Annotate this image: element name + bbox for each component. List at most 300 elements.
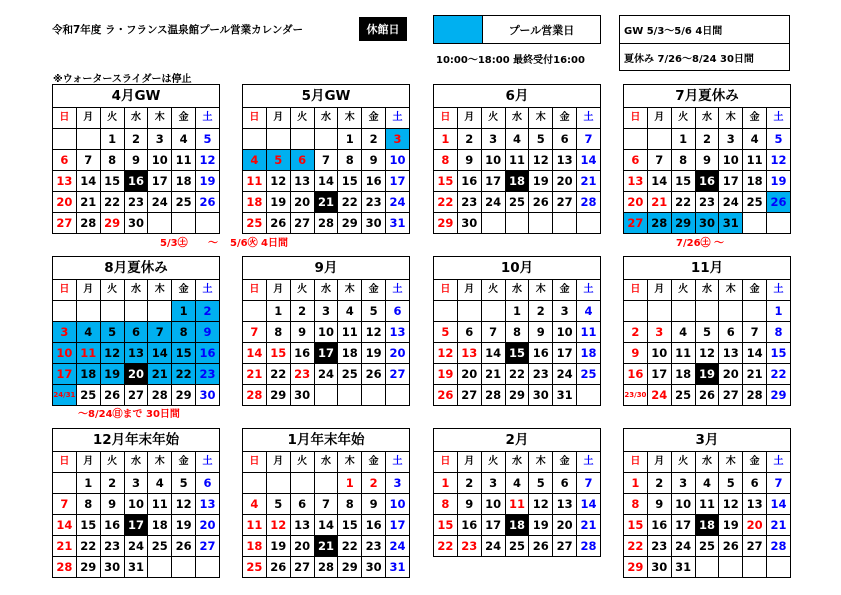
day-cell: 23: [457, 192, 481, 213]
weekday-header: 木: [529, 108, 553, 129]
weekday-header: 金: [553, 452, 577, 473]
weekday-header: 木: [148, 108, 172, 129]
day-cell: 18: [172, 171, 196, 192]
day-cell: 2: [624, 322, 648, 343]
weekday-header: 木: [338, 280, 362, 301]
day-cell: 25: [577, 364, 601, 385]
day-cell: 18: [577, 343, 601, 364]
day-cell: 17: [553, 343, 577, 364]
day-cell: [719, 301, 743, 322]
weekday-header: 木: [719, 108, 743, 129]
day-cell: [53, 129, 77, 150]
weekday-header: 金: [362, 108, 386, 129]
weekday-header: 火: [481, 452, 505, 473]
day-cell: [172, 557, 196, 578]
day-cell: 14: [243, 343, 267, 364]
day-cell: 19: [529, 171, 553, 192]
day-cell: 29: [624, 557, 648, 578]
day-cell: 15: [767, 343, 791, 364]
day-cell: 15: [505, 343, 529, 364]
day-cell: 29: [100, 213, 124, 234]
day-cell: [314, 385, 338, 406]
day-cell: 10: [386, 150, 410, 171]
day-cell: 4: [743, 129, 767, 150]
weekday-header: 日: [53, 280, 77, 301]
weekday-header: 月: [457, 280, 481, 301]
month-calendar: [433, 256, 601, 406]
weekday-header: 土: [577, 452, 601, 473]
day-cell: 6: [196, 473, 220, 494]
day-cell: 30: [695, 213, 719, 234]
day-cell: 5: [172, 473, 196, 494]
day-cell: 12: [100, 343, 124, 364]
day-cell: [243, 129, 267, 150]
day-cell: 17: [386, 515, 410, 536]
day-cell: 21: [148, 364, 172, 385]
day-cell: [148, 213, 172, 234]
day-cell: 23/30: [624, 385, 648, 406]
day-cell: 25: [172, 192, 196, 213]
day-cell: 20: [624, 192, 648, 213]
day-cell: [624, 129, 648, 150]
day-cell: 6: [290, 150, 314, 171]
weekday-header: 土: [767, 280, 791, 301]
weekday-header: 金: [172, 452, 196, 473]
weekday-header: 木: [148, 452, 172, 473]
weekday-header: 木: [338, 108, 362, 129]
weekday-header: 日: [624, 108, 648, 129]
day-cell: 23: [100, 536, 124, 557]
weekday-header: 月: [266, 108, 290, 129]
day-cell: 8: [434, 150, 458, 171]
day-cell: 17: [314, 343, 338, 364]
day-cell: 13: [743, 494, 767, 515]
month-title: 10月: [434, 257, 601, 280]
day-cell: 8: [172, 322, 196, 343]
day-cell: 1: [767, 301, 791, 322]
day-cell: [481, 301, 505, 322]
day-cell: 11: [505, 494, 529, 515]
day-cell: 7: [53, 494, 77, 515]
month-calendar: [242, 256, 410, 406]
day-cell: 7: [243, 322, 267, 343]
day-cell: 28: [767, 536, 791, 557]
day-cell: 17: [671, 515, 695, 536]
day-cell: 19: [434, 364, 458, 385]
day-cell: 18: [243, 536, 267, 557]
day-cell: 13: [624, 171, 648, 192]
day-cell: 13: [124, 343, 148, 364]
day-cell: 22: [434, 536, 458, 557]
day-cell: 21: [577, 515, 601, 536]
day-cell: 15: [100, 171, 124, 192]
day-cell: 16: [457, 515, 481, 536]
day-cell: 16: [362, 515, 386, 536]
month-title: 3月: [624, 429, 791, 452]
day-cell: 18: [338, 343, 362, 364]
weekday-header: 土: [767, 452, 791, 473]
day-cell: 27: [196, 536, 220, 557]
day-cell: 12: [172, 494, 196, 515]
day-cell: 17: [148, 171, 172, 192]
day-cell: 31: [671, 557, 695, 578]
day-cell: 9: [196, 322, 220, 343]
weekday-header: 金: [743, 280, 767, 301]
day-cell: [671, 301, 695, 322]
day-cell: 7: [743, 322, 767, 343]
pool-legend-label: プール営業日: [508, 23, 575, 37]
pool-day-legend: [433, 15, 601, 44]
gw-tilde-note: ～: [208, 238, 218, 249]
day-cell: 10: [647, 343, 671, 364]
day-cell: 1: [338, 473, 362, 494]
day-cell: 29: [266, 385, 290, 406]
day-cell: 27: [290, 557, 314, 578]
day-cell: [266, 473, 290, 494]
day-cell: 14: [76, 171, 100, 192]
day-cell: 4: [76, 322, 100, 343]
day-cell: 18: [76, 364, 100, 385]
day-cell: 29: [767, 385, 791, 406]
day-cell: 30: [362, 557, 386, 578]
day-cell: [767, 557, 791, 578]
day-cell: 10: [553, 322, 577, 343]
weekday-header: 土: [196, 452, 220, 473]
day-cell: 25: [243, 557, 267, 578]
weekday-header: 水: [695, 452, 719, 473]
day-cell: 24: [481, 536, 505, 557]
day-cell: 22: [266, 364, 290, 385]
day-cell: [529, 213, 553, 234]
day-cell: 21: [314, 536, 338, 557]
day-cell: 13: [457, 343, 481, 364]
day-cell: 8: [76, 494, 100, 515]
day-cell: 11: [148, 494, 172, 515]
day-cell: 13: [290, 515, 314, 536]
day-cell: 19: [695, 364, 719, 385]
day-cell: 8: [767, 322, 791, 343]
day-cell: 1: [338, 129, 362, 150]
day-cell: 28: [577, 192, 601, 213]
day-cell: 12: [719, 494, 743, 515]
day-cell: 4: [695, 473, 719, 494]
weekday-header: 金: [172, 108, 196, 129]
day-cell: 10: [386, 494, 410, 515]
day-cell: 16: [457, 171, 481, 192]
day-cell: 5: [196, 129, 220, 150]
day-cell: 3: [386, 129, 410, 150]
day-cell: 26: [529, 536, 553, 557]
day-cell: 13: [53, 171, 77, 192]
day-cell: 17: [124, 515, 148, 536]
day-cell: 6: [743, 473, 767, 494]
day-cell: 17: [481, 171, 505, 192]
day-cell: 12: [362, 322, 386, 343]
day-cell: [767, 213, 791, 234]
day-cell: 13: [719, 343, 743, 364]
weekday-header: 日: [243, 108, 267, 129]
day-cell: 11: [671, 343, 695, 364]
day-cell: 12: [529, 494, 553, 515]
day-cell: 13: [553, 150, 577, 171]
day-cell: 7: [577, 473, 601, 494]
day-cell: 2: [290, 301, 314, 322]
day-cell: 14: [53, 515, 77, 536]
day-cell: 3: [314, 301, 338, 322]
day-cell: 31: [386, 557, 410, 578]
day-cell: 9: [647, 494, 671, 515]
day-cell: [243, 473, 267, 494]
day-cell: 22: [338, 192, 362, 213]
month-calendar: [623, 84, 791, 234]
day-cell: 3: [386, 473, 410, 494]
day-cell: 31: [124, 557, 148, 578]
day-cell: 9: [290, 322, 314, 343]
page-title: 令和7年度 ラ・フランス温泉館プール営業カレンダー: [52, 24, 303, 36]
day-cell: 16: [695, 171, 719, 192]
day-cell: 6: [457, 322, 481, 343]
day-cell: [647, 301, 671, 322]
day-cell: 25: [671, 385, 695, 406]
day-cell: 30: [290, 385, 314, 406]
day-cell: [743, 213, 767, 234]
day-cell: 14: [148, 343, 172, 364]
weekday-header: 月: [647, 108, 671, 129]
day-cell: 7: [577, 129, 601, 150]
day-cell: [148, 557, 172, 578]
day-cell: 23: [695, 192, 719, 213]
day-cell: [124, 301, 148, 322]
weekday-header: 日: [53, 452, 77, 473]
day-cell: 29: [76, 557, 100, 578]
day-cell: 1: [505, 301, 529, 322]
day-cell: [53, 473, 77, 494]
day-cell: 5: [695, 322, 719, 343]
day-cell: [314, 473, 338, 494]
day-cell: 30: [457, 213, 481, 234]
day-cell: 20: [553, 515, 577, 536]
day-cell: 11: [172, 150, 196, 171]
day-cell: 11: [338, 322, 362, 343]
day-cell: 9: [457, 150, 481, 171]
day-cell: 10: [671, 494, 695, 515]
day-cell: 11: [695, 494, 719, 515]
day-cell: 13: [386, 322, 410, 343]
day-cell: 25: [505, 192, 529, 213]
day-cell: 20: [457, 364, 481, 385]
day-cell: 6: [386, 301, 410, 322]
weekday-header: 木: [529, 452, 553, 473]
day-cell: 1: [434, 129, 458, 150]
day-cell: 2: [362, 473, 386, 494]
day-cell: [266, 129, 290, 150]
day-cell: 24: [481, 192, 505, 213]
day-cell: 3: [481, 129, 505, 150]
day-cell: 4: [243, 494, 267, 515]
day-cell: 12: [695, 343, 719, 364]
weekday-header: 土: [577, 108, 601, 129]
month-calendar: [242, 84, 410, 234]
day-cell: 30: [647, 557, 671, 578]
weekday-header: 火: [481, 280, 505, 301]
day-cell: 29: [434, 213, 458, 234]
day-cell: 26: [719, 536, 743, 557]
day-cell: 19: [196, 171, 220, 192]
day-cell: 10: [53, 343, 77, 364]
day-cell: 20: [290, 536, 314, 557]
day-cell: 24: [719, 192, 743, 213]
day-cell: 26: [196, 192, 220, 213]
weekday-header: 金: [362, 280, 386, 301]
day-cell: 29: [172, 385, 196, 406]
day-cell: 22: [100, 192, 124, 213]
gw-period: GW 5/3～5/6 4日間: [620, 16, 789, 44]
day-cell: 16: [100, 515, 124, 536]
day-cell: 7: [647, 150, 671, 171]
day-cell: 14: [767, 494, 791, 515]
day-cell: 9: [695, 150, 719, 171]
day-cell: [743, 301, 767, 322]
day-cell: 3: [481, 473, 505, 494]
weekday-header: 火: [671, 108, 695, 129]
day-cell: 3: [553, 301, 577, 322]
month-title: 7月夏休み: [624, 85, 791, 108]
weekday-header: 金: [172, 280, 196, 301]
day-cell: [695, 557, 719, 578]
weekday-header: 火: [481, 108, 505, 129]
day-cell: 21: [577, 171, 601, 192]
day-cell: 22: [767, 364, 791, 385]
weekday-header: 水: [505, 452, 529, 473]
weekday-header: 水: [505, 108, 529, 129]
day-cell: 22: [338, 536, 362, 557]
day-cell: 23: [290, 364, 314, 385]
weekday-header: 日: [624, 280, 648, 301]
day-cell: 10: [481, 494, 505, 515]
weekday-header: 火: [671, 452, 695, 473]
month-calendar: [52, 428, 220, 578]
day-cell: 30: [196, 385, 220, 406]
day-cell: 9: [124, 150, 148, 171]
day-cell: 29: [338, 557, 362, 578]
day-cell: 18: [505, 515, 529, 536]
day-cell: 8: [338, 150, 362, 171]
month-title: 8月夏休み: [53, 257, 220, 280]
day-cell: 8: [266, 322, 290, 343]
day-cell: 1: [434, 473, 458, 494]
weekday-header: 月: [76, 452, 100, 473]
day-cell: 12: [196, 150, 220, 171]
day-cell: 19: [266, 192, 290, 213]
day-cell: 2: [529, 301, 553, 322]
day-cell: 25: [148, 536, 172, 557]
weekday-header: 金: [743, 108, 767, 129]
weekday-header: 日: [243, 452, 267, 473]
day-cell: 2: [457, 473, 481, 494]
day-cell: 21: [76, 192, 100, 213]
month-calendar: [52, 84, 220, 234]
day-cell: 13: [196, 494, 220, 515]
day-cell: 4: [338, 301, 362, 322]
day-cell: 4: [577, 301, 601, 322]
day-cell: 20: [719, 364, 743, 385]
day-cell: 5: [767, 129, 791, 150]
day-cell: 22: [505, 364, 529, 385]
day-cell: 24: [148, 192, 172, 213]
day-cell: 27: [553, 536, 577, 557]
weekday-header: 月: [647, 452, 671, 473]
day-cell: 23: [647, 536, 671, 557]
weekday-header: 木: [719, 452, 743, 473]
closed-day-legend: 休館日: [359, 17, 407, 41]
day-cell: 13: [290, 171, 314, 192]
day-cell: 20: [196, 515, 220, 536]
day-cell: 17: [647, 364, 671, 385]
day-cell: 27: [53, 213, 77, 234]
day-cell: 10: [314, 322, 338, 343]
day-cell: 27: [553, 192, 577, 213]
day-cell: 19: [719, 515, 743, 536]
weekday-header: 水: [695, 280, 719, 301]
weekday-header: 月: [647, 280, 671, 301]
day-cell: 25: [76, 385, 100, 406]
day-cell: [362, 385, 386, 406]
weekday-header: 日: [434, 452, 458, 473]
weekday-header: 水: [124, 452, 148, 473]
day-cell: 29: [505, 385, 529, 406]
day-cell: 1: [100, 129, 124, 150]
weekday-header: 火: [100, 452, 124, 473]
weekday-header: 水: [124, 108, 148, 129]
day-cell: 28: [148, 385, 172, 406]
month-title: 4月GW: [53, 85, 220, 108]
day-cell: 19: [266, 536, 290, 557]
day-cell: [743, 557, 767, 578]
day-cell: 27: [290, 213, 314, 234]
day-cell: 8: [671, 150, 695, 171]
day-cell: 7: [481, 322, 505, 343]
month-title: 9月: [243, 257, 410, 280]
day-cell: 28: [76, 213, 100, 234]
day-cell: [172, 213, 196, 234]
weekday-header: 日: [434, 280, 458, 301]
day-cell: 11: [243, 171, 267, 192]
day-cell: 5: [266, 150, 290, 171]
day-cell: 16: [624, 364, 648, 385]
day-cell: 21: [743, 364, 767, 385]
weekday-header: 月: [76, 108, 100, 129]
weekday-header: 火: [290, 280, 314, 301]
weekday-header: 金: [362, 452, 386, 473]
day-cell: 6: [124, 322, 148, 343]
day-cell: 17: [481, 515, 505, 536]
day-cell: 18: [505, 171, 529, 192]
summer-period: 夏休み 7/26～8/24 30日間: [624, 54, 754, 65]
day-cell: 23: [124, 192, 148, 213]
day-cell: 28: [314, 557, 338, 578]
weekday-header: 水: [314, 108, 338, 129]
day-cell: 7: [148, 322, 172, 343]
day-cell: 11: [505, 150, 529, 171]
day-cell: 9: [624, 343, 648, 364]
day-cell: [290, 129, 314, 150]
day-cell: 2: [695, 129, 719, 150]
day-cell: 24: [314, 364, 338, 385]
day-cell: 28: [243, 385, 267, 406]
day-cell: 23: [457, 536, 481, 557]
day-cell: 2: [100, 473, 124, 494]
day-cell: [53, 301, 77, 322]
